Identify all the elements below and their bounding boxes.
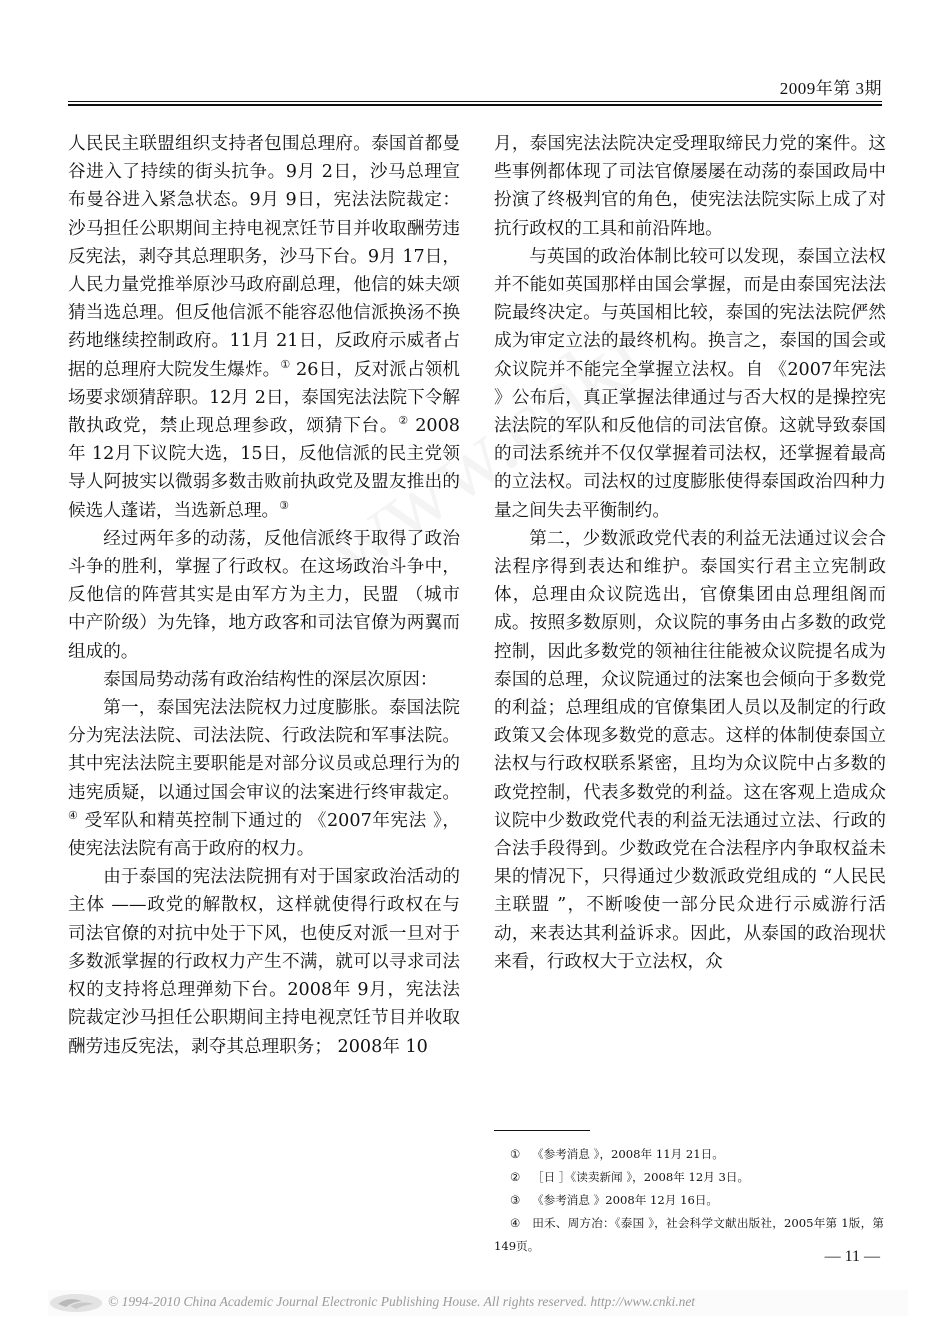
footnote-marker[interactable]: ② bbox=[398, 414, 409, 428]
footnote-number: ① bbox=[510, 1147, 521, 1161]
footnote-marker[interactable]: ① bbox=[280, 357, 291, 371]
paragraph-text: 由于泰国的宪法法院拥有对于国家政治活动的主体 ——政党的解散权，这样就使得行政权在与司法官僚的对抗中处于下风，也使反对派一旦对于多数派掌握的行政权力产生不满，就可以寻求司法权的支持将总理弹劾下台。2008年 9月，宪法法院裁定沙马担任公职期间主持电视烹饪节目并收取酬劳违反宪法，剥夺其总理职务； 2008年 10 bbox=[68, 867, 460, 1057]
header-rule-thin bbox=[68, 101, 882, 102]
footnote-item bbox=[494, 1143, 884, 1166]
footnotes bbox=[494, 1143, 884, 1258]
cnki-logo-icon bbox=[48, 1292, 104, 1314]
right-column-paragraph bbox=[494, 525, 886, 976]
footnote-item bbox=[494, 1189, 884, 1212]
footnote-marker[interactable]: ③ bbox=[279, 498, 290, 512]
paragraph-text: 泰国局势动荡有政治结构性的深层次原因： bbox=[103, 669, 438, 690]
footnote-number: ② bbox=[510, 1170, 521, 1184]
footnote-text: 田禾、周方冶：《泰国 》，社会科学文献出版社，2005年第 1版，第 149页。 bbox=[494, 1216, 884, 1253]
paragraph-text: 26日，反对派占领机场要求颂猜辞职。12月 2日，泰国宪法法院下令解散执政党，禁止现总理参政，颂猜下台。 bbox=[68, 359, 460, 437]
left-column-paragraph bbox=[68, 694, 460, 863]
paragraph-text: 第一，泰国宪法法院权力过度膨胀。泰国法院分为宪法法院、司法法院、行政法院和军事法院。其中宪法法院主要职能是对部分议员或总理行为的违宪质疑，以通过国会审议的法案进行终审裁定。 bbox=[68, 698, 460, 803]
paragraph-text: 与英国的政治体制比较可以发现，泰国立法权并不能如英国那样由国会掌握，而是由泰国宪法法院最终决定。与英国相比较，泰国的宪法法院俨然成为审定立法的最终机构。换言之，泰国的国会或众议院并不能完全掌握立法权。自 《2007年宪法 》公布后，真正掌握法律通过与否大权的是操控宪法法院的军队和反他信的司法官僚。这就导致泰国的司法系统并不仅仅掌握着司法权，还掌握着最高的立法权。司法权的过度膨胀使得泰国政治四种力量之间失去平衡制约。 bbox=[494, 246, 886, 521]
left-column-paragraph bbox=[68, 130, 460, 525]
header-rule-thick bbox=[68, 104, 882, 106]
footnote-number: ④ bbox=[510, 1216, 521, 1230]
paragraph-text: 月，泰国宪法法院决定受理取缔民力党的案件。这些事例都体现了司法官僚屡屡在动荡的泰国政局中扮演了终极判官的角色，使宪法法院实际上成了对抗行政权的工具和前沿阵地。 bbox=[494, 134, 886, 239]
left-column-paragraph bbox=[68, 666, 460, 694]
left-column-paragraph bbox=[68, 863, 460, 1060]
issue-label: 2009年第 3期 bbox=[779, 79, 882, 98]
paragraph-text: 第二，少数派政党代表的利益无法通过议会合法程序得到表达和维护。泰国实行君主立宪制政体，总理由众议院选出，官僚集团由总理组阁而成。按照多数原则，众议院的事务由占多数的政党控制，因此多数党的领袖往往能被众议院提名成为泰国的总理，众议院通过的法案也会倾向于多数党的利益；总理组成的官僚集团人员以及制定的行政政策又会体现多数党的意志。这样的体制使泰国立法权与行政权联系紧密，且均为众议院中占多数的政党控制，代表多数党的利益。这在客观上造成众议院中少数政党代表的利益无法通过立法、行政的合法手段得到。少数政党在合法程序内争取权益未果的情况下，只得通过少数派政党组成的 “人民民主联盟 ”，不断唆使一部分民众进行示威游行活动，来表达其利益诉求。因此，从泰国的政治现状来看，行政权大于立法权，众 bbox=[494, 528, 886, 972]
footnote-text: 《参考消息 》2008年 12月 16日。 bbox=[532, 1193, 719, 1207]
running-header bbox=[68, 70, 882, 100]
right-column-paragraph bbox=[494, 130, 886, 243]
copyright-bar bbox=[48, 1290, 908, 1316]
paragraph-text: 人民民主联盟组织支持者包围总理府。泰国首都曼谷进入了持续的街头抗争。9月 2日，沙马总理宣布曼谷进入紧急状态。9月 9日，宪法法院裁定：沙马担任公职期间主持电视烹饪节目并收取酬劳违反宪法，剥夺其总理职务，沙马下台。9月 17日，人民力量党推举原沙马政府副总理，他信的妹夫颂猜当选总理。但反他信派不能容忍他信派换汤不换药地继续控制政府。11月 21日，反政府示威者占据的总理府大院发生爆炸。 bbox=[68, 134, 460, 380]
footnote-text: 《参考消息 》，2008年 11月 21日。 bbox=[532, 1147, 724, 1161]
copyright-text: © 1994-2010 China Academic Journal Electronic Publishing House. All rights reserved. http://www.cnki.net bbox=[108, 1294, 696, 1309]
footnote-item bbox=[494, 1166, 884, 1189]
paragraph-text: 2008年 12月下议院大选，15日，反他信派的民主党领导人阿披实以微弱多数击败前执政党及盟友推出的候选人蓬诺，当选新总理。 bbox=[68, 416, 460, 521]
page-number: — 11 — bbox=[824, 1248, 880, 1265]
paragraph-text: 经过两年多的动荡，反他信派终于取得了政治斗争的胜利，掌握了行政权。在这场政治斗争中，反他信的阵营其实是由军方为主力，民盟 （城市中产阶级）为先锋，地方政客和司法官僚为两翼而组成的。 bbox=[68, 528, 460, 662]
footnote-marker[interactable]: ④ bbox=[68, 809, 79, 823]
footnote-number: ③ bbox=[510, 1193, 521, 1207]
left-column bbox=[68, 130, 460, 1061]
paragraph-text: 受军队和精英控制下通过的 《2007年宪法 》，使宪法法院有高于政府的权力。 bbox=[68, 810, 460, 860]
footnote-rule bbox=[494, 1130, 590, 1131]
right-column-paragraph bbox=[494, 243, 886, 525]
left-column-paragraph bbox=[68, 525, 460, 666]
footnote-text: ［日 ］《读卖新闻 》，2008年 12月 3日。 bbox=[532, 1170, 750, 1184]
right-column bbox=[494, 130, 886, 976]
